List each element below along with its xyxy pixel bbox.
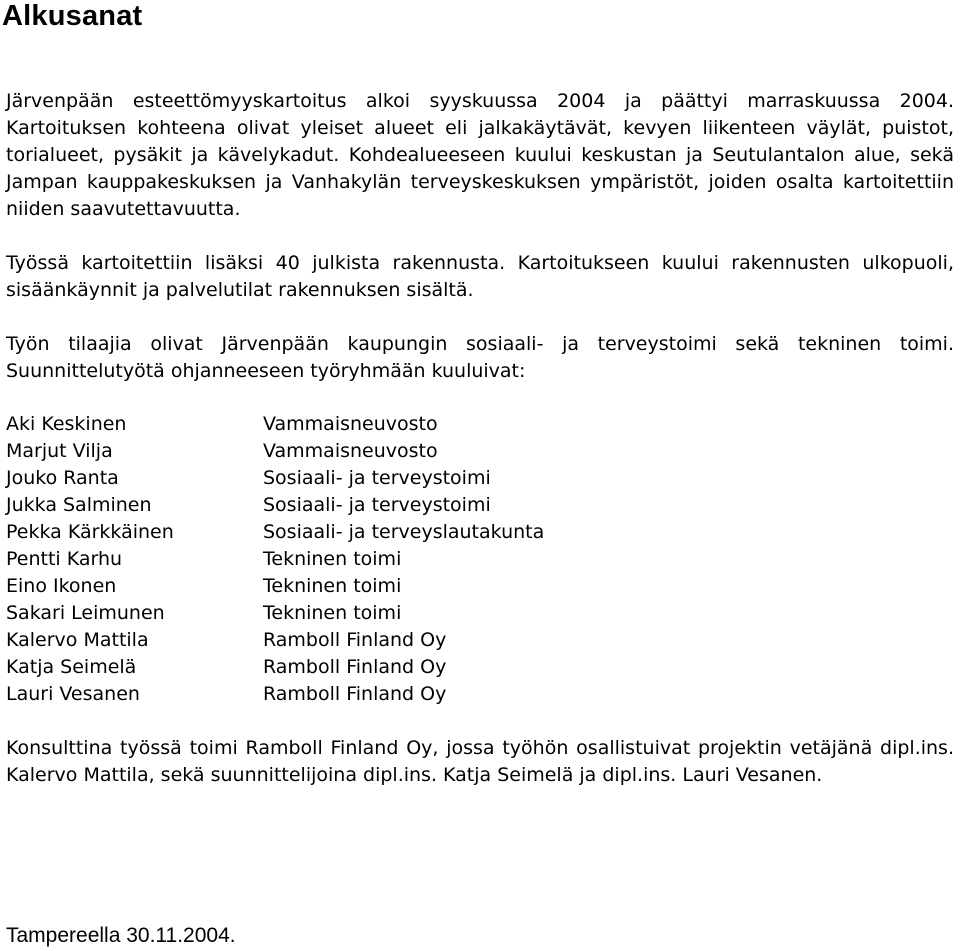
member-name: Sakari Leimunen [6,602,165,624]
member-name: Marjut Vilja [6,440,113,462]
working-group-row [6,546,706,573]
working-group-row [6,600,706,627]
working-group-row [6,654,706,681]
working-group-row [6,681,706,708]
member-name: Kalervo Mattila [6,629,149,651]
member-organization: Ramboll Finland Oy [263,629,447,651]
place-and-date: Tampereella 30.11.2004. [6,924,236,947]
member-organization: Ramboll Finland Oy [263,656,447,678]
client-paragraph: Työn tilaajia olivat Järvenpään kaupungin sosiaali- ja terveystoimi sekä tekninen toimi. Suunnittelutyötä ohjanneeseen työryhmään kuuluivat: [6,333,954,382]
member-organization: Tekninen toimi [263,548,402,570]
member-name: Pekka Kärkkäinen [6,521,174,543]
member-organization: Ramboll Finland Oy [263,683,447,705]
working-group-row [6,411,706,438]
consultant-paragraph: Konsulttina työssä toimi Ramboll Finland Oy, jossa työhön osallistuivat projektin vetäjänä dipl.ins. Kalervo Mattila, sekä suunnittelijoina dipl.ins. Katja Seimelä ja dipl.ins. Lauri Vesanen. [6,737,954,786]
member-name: Jouko Ranta [6,467,119,489]
member-name: Lauri Vesanen [6,683,140,705]
member-organization: Tekninen toimi [263,602,402,624]
working-group-row [6,627,706,654]
page-title: Alkusanat [2,0,143,32]
working-group-row [6,438,706,465]
member-organization: Tekninen toimi [263,575,402,597]
member-name: Pentti Karhu [6,548,123,570]
member-organization: Vammaisneuvosto [263,440,438,462]
member-organization: Sosiaali- ja terveystoimi [263,467,491,489]
working-group-row [6,573,706,600]
working-group-row [6,519,706,546]
member-name: Aki Keskinen [6,413,127,435]
working-group-row [6,492,706,519]
intro-paragraph: Järvenpään esteettömyyskartoitus alkoi syyskuussa 2004 ja päättyi marraskuussa 2004. Kartoituksen kohteena olivat yleiset alueet eli jalkakäytävät, kevyen liikenteen väylät, puistot, torialueet, pysäkit ja kävelykadut. Kohdealueeseen kuului keskustan ja Seutulantalon alue, sekä Jampan kauppakeskuksen ja Vanhakylän terveyskeskuksen ympäristöt, joiden osalta kartoitettiin niiden saavutettavuutta. [6,90,954,220]
member-name: Eino Ikonen [6,575,117,597]
member-organization: Sosiaali- ja terveyslautakunta [263,521,545,543]
buildings-paragraph: Työssä kartoitettiin lisäksi 40 julkista rakennusta. Kartoitukseen kuului rakennusten ulkopuoli, sisäänkäynnit ja palvelutilat rakennuksen sisältä. [6,252,954,301]
working-group-row [6,465,706,492]
working-group-list [6,411,706,708]
member-name: Jukka Salminen [6,494,152,516]
member-organization: Vammaisneuvosto [263,413,438,435]
member-name: Katja Seimelä [6,656,137,678]
member-organization: Sosiaali- ja terveystoimi [263,494,491,516]
